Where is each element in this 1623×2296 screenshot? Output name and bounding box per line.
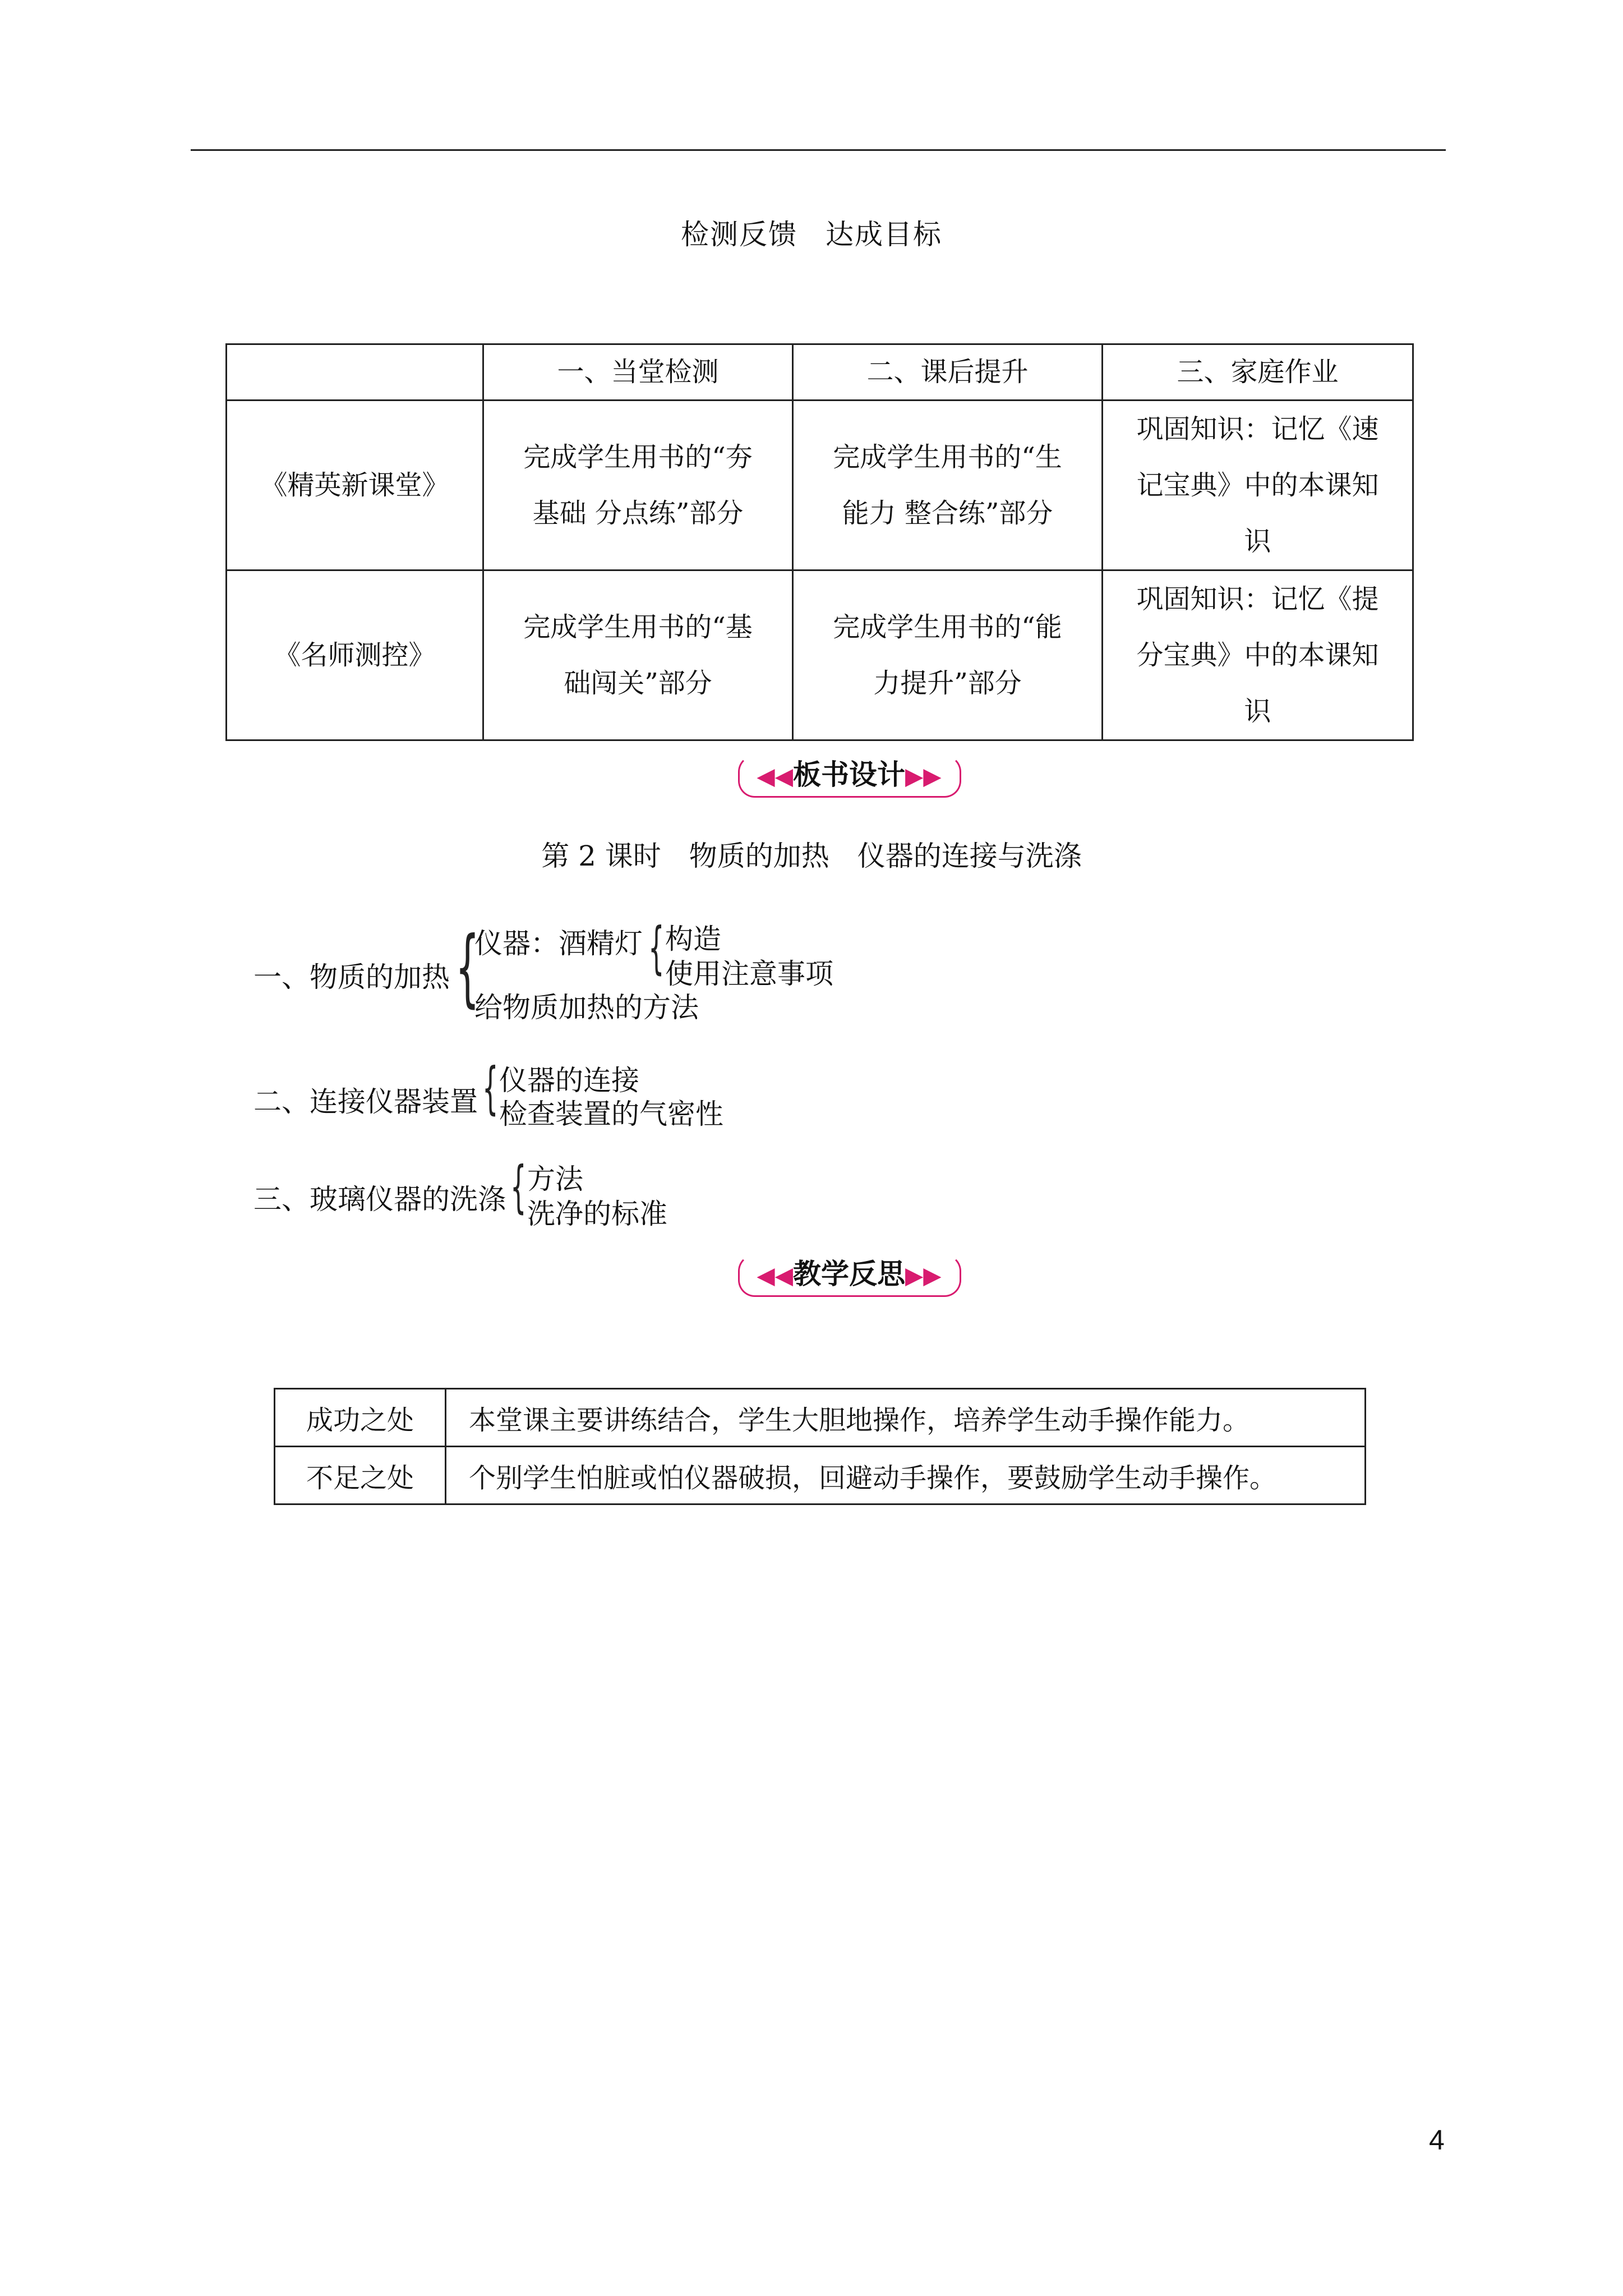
- outline-subitem-structure: 构造: [665, 923, 721, 955]
- homework-plan-table: [225, 343, 1414, 741]
- left-brace-icon: {: [510, 1154, 527, 1220]
- outline-item-method: 方法: [527, 1163, 583, 1195]
- table-cell: 巩固知识：记忆《速 记宝典》中的本课知 识: [1103, 401, 1413, 570]
- badge-label: 教学反思: [793, 1258, 905, 1290]
- page-number: 4: [1429, 2124, 1445, 2156]
- outline-item-heating-method: 给物质加热的方法: [474, 991, 699, 1024]
- table-row: [227, 570, 1413, 740]
- outline-item-connection: 仪器的连接: [499, 1064, 639, 1097]
- badge-label: 板书设计: [793, 758, 905, 791]
- table-cell: 完成学生用书的“夯 基础 分点练”部分: [483, 401, 793, 570]
- double-arrow-left-icon: ◀◀: [757, 762, 793, 790]
- outline-heading-heating: 一、物质的加热: [253, 961, 450, 993]
- table-cell: 巩固知识：记忆《提 分宝典》中的本课知 识: [1103, 570, 1413, 740]
- reflection-value-shortcoming: 个别学生怕脏或怕仪器破损，回避动手操作，要鼓励学生动手操作。: [446, 1447, 1366, 1504]
- reflection-table: [274, 1388, 1366, 1505]
- outline-heading-connect: 二、连接仪器装置: [253, 1085, 478, 1118]
- left-brace-icon: {: [455, 919, 479, 1016]
- book-name: 《名师测控》: [227, 570, 483, 740]
- lesson-title: 第 2 课时 物质的加热 仪器的连接与洗涤: [541, 840, 1082, 872]
- table-row: [227, 401, 1413, 570]
- outline-item-instrument: 仪器：酒精灯: [474, 927, 643, 960]
- reflection-value-success: 本堂课主要讲练结合，学生大胆地操作，培养学生动手操作能力。: [446, 1389, 1366, 1447]
- header-cell-empty: [227, 344, 483, 401]
- outline-subitem-precautions: 使用注意事项: [665, 958, 833, 990]
- double-arrow-left-icon: ◀◀: [757, 1262, 793, 1289]
- table-row: [275, 1389, 1366, 1447]
- table-cell: 完成学生用书的“基 础闯关”部分: [483, 570, 793, 740]
- section-title: [0, 212, 1623, 252]
- table-row: [275, 1447, 1366, 1504]
- section-title-left: 检测反馈: [681, 218, 797, 251]
- table-cell: 完成学生用书的“能 力提升”部分: [793, 570, 1103, 740]
- table-cell: 完成学生用书的“生 能力 整合练”部分: [793, 401, 1103, 570]
- teaching-reflection-badge: [738, 1254, 960, 1296]
- double-arrow-right-icon: ▶▶: [905, 762, 942, 790]
- header-cell-classroom-test: 一、当堂检测: [483, 344, 793, 401]
- header-cell-after-class: 二、课后提升: [793, 344, 1103, 401]
- outline-item-airtightness: 检查装置的气密性: [499, 1098, 723, 1130]
- reflection-key-shortcoming: 不足之处: [275, 1447, 446, 1504]
- outline-item-clean-standard: 洗净的标准: [527, 1198, 667, 1230]
- header-cell-homework: 三、家庭作业: [1103, 344, 1413, 401]
- left-brace-icon: {: [648, 915, 665, 981]
- outline-heading-washing: 三、玻璃仪器的洗涤: [253, 1183, 506, 1216]
- left-brace-icon: {: [482, 1055, 499, 1121]
- reflection-key-success: 成功之处: [275, 1389, 446, 1447]
- book-name: 《精英新课堂》: [227, 401, 483, 570]
- double-arrow-right-icon: ▶▶: [905, 1262, 942, 1289]
- table-header-row: [227, 344, 1413, 401]
- header-rule: [191, 149, 1446, 151]
- board-design-badge: [738, 755, 960, 797]
- section-title-right: 达成目标: [826, 218, 942, 251]
